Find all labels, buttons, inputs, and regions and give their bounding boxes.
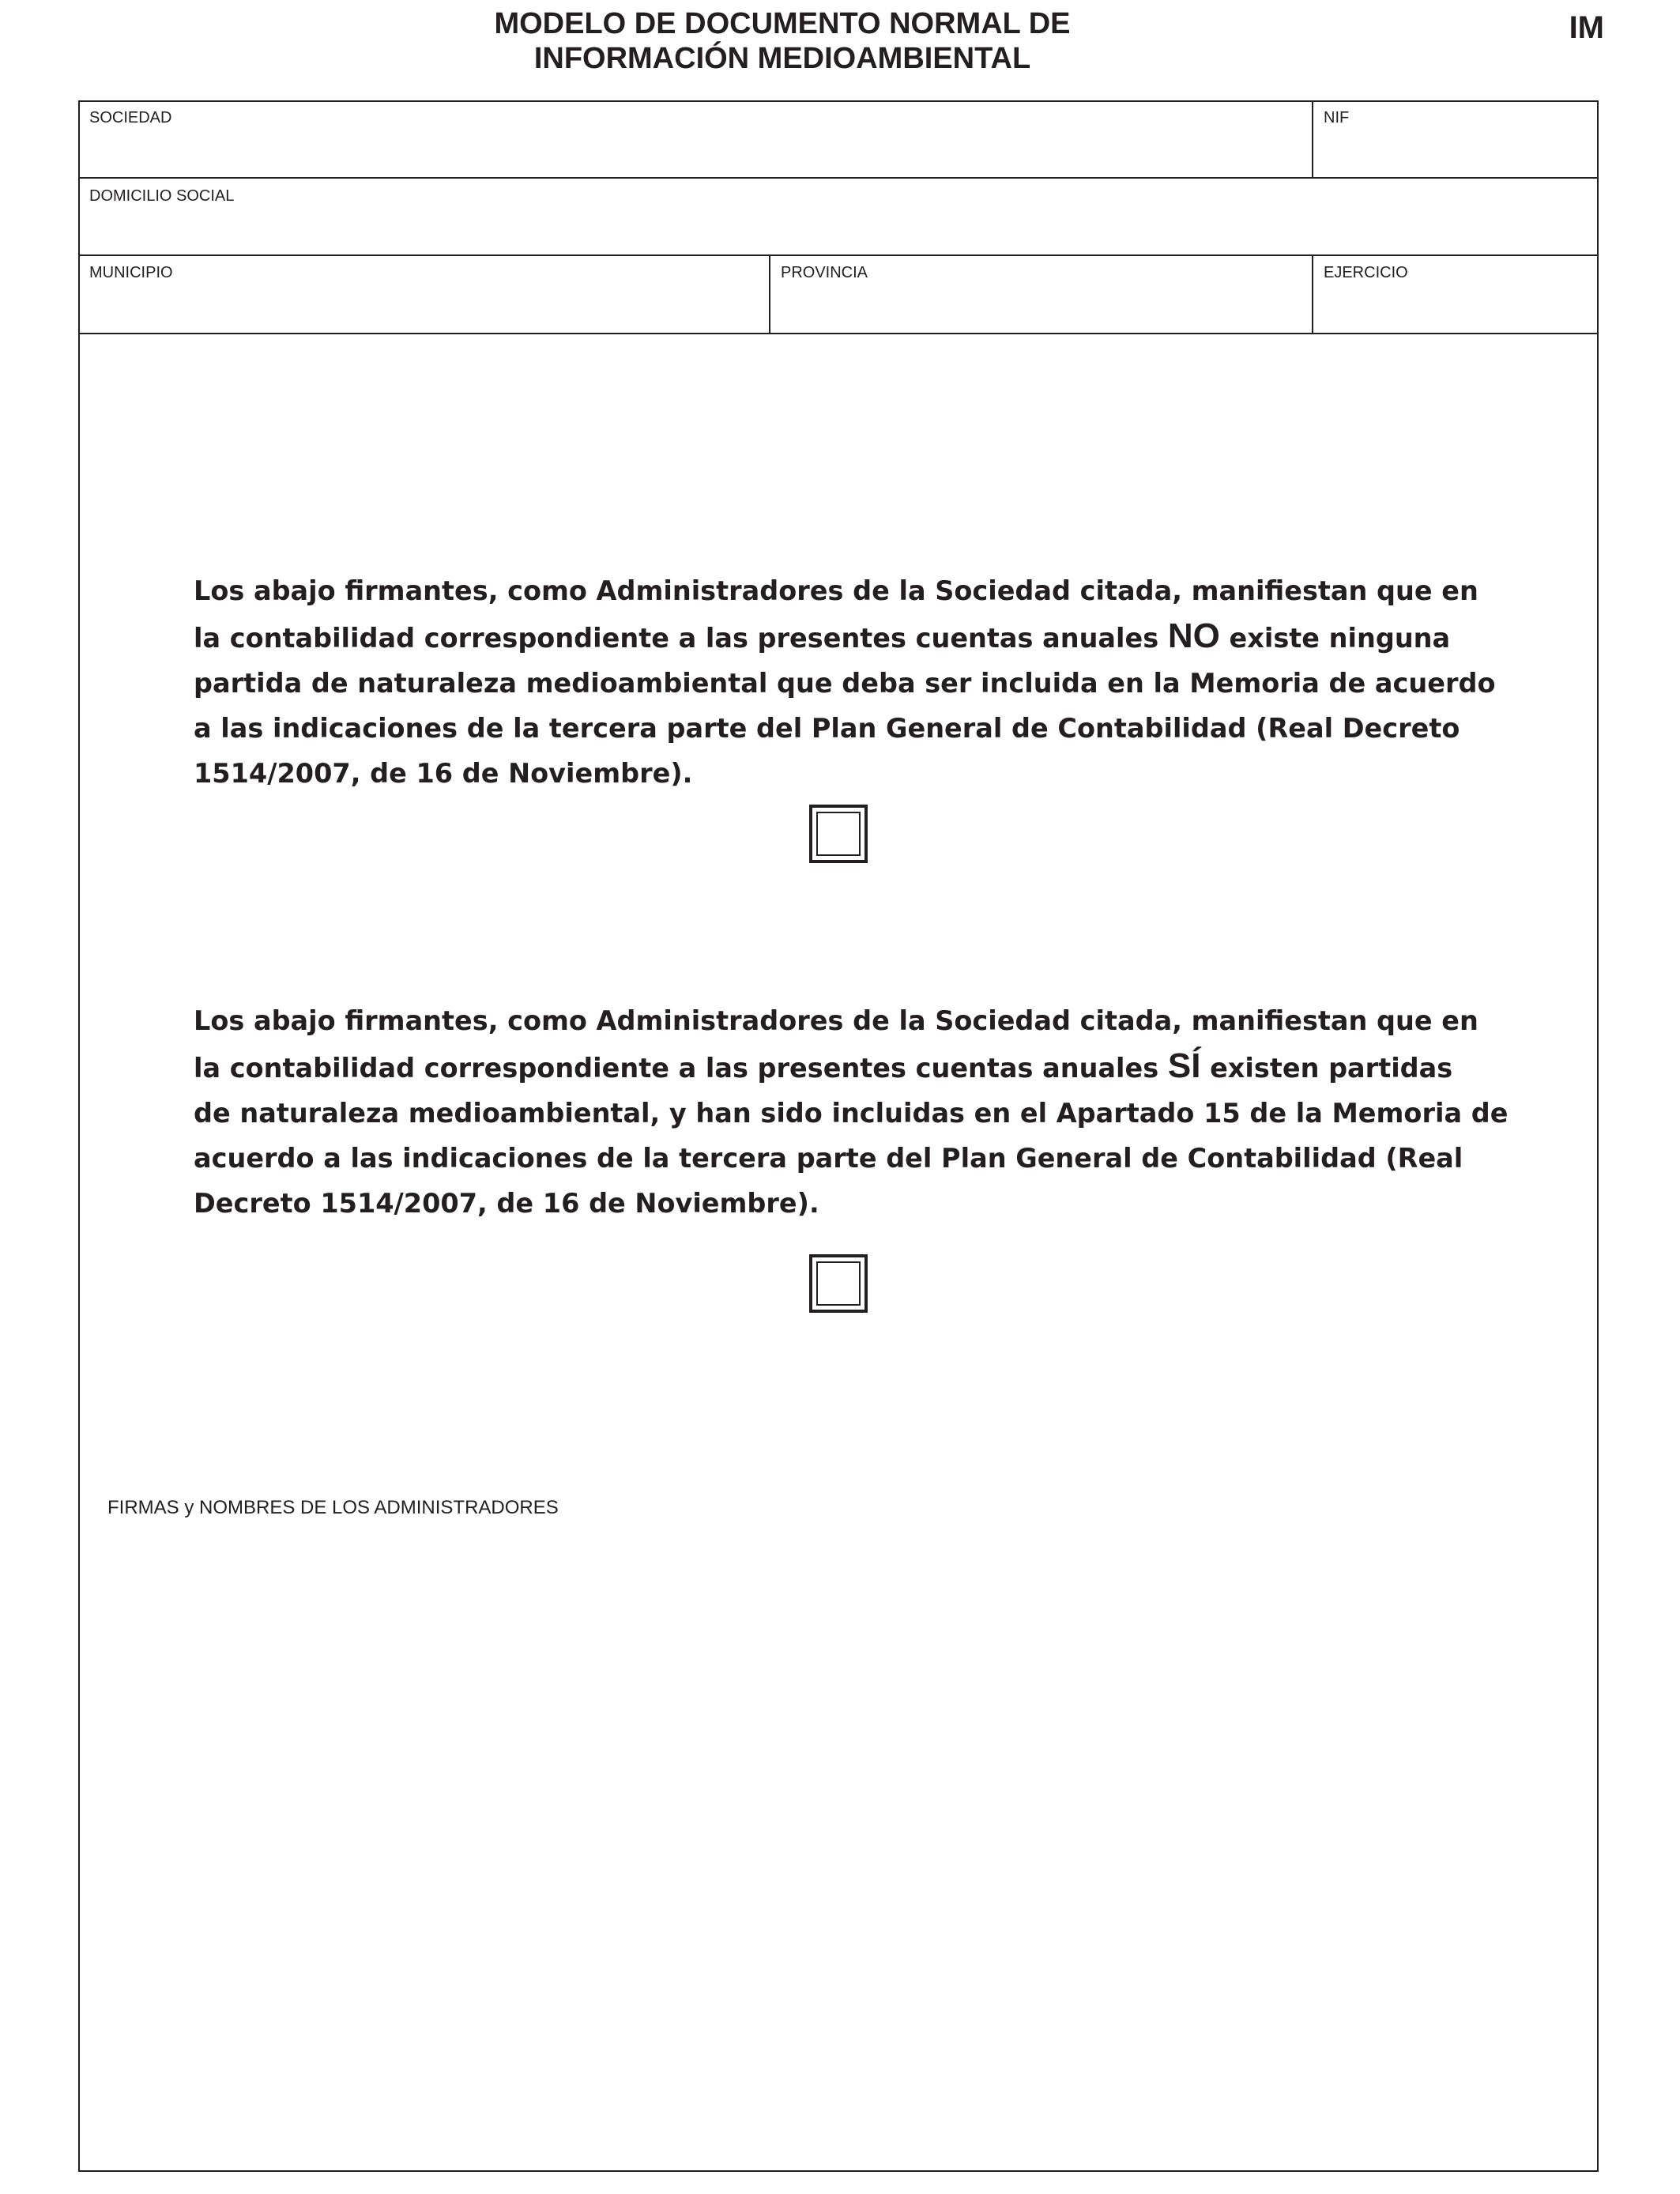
statement-no-partidas [194,568,1537,796]
provincia-label: PROVINCIA [781,264,868,281]
statement-si-partidas [194,998,1537,1226]
municipio-label: MUNICIPIO [89,264,173,281]
statement-no-line-1: Los abajo firmantes, como Administradores de la Sociedad citada, manifiestan que en [194,575,1478,606]
municipio-field[interactable] [80,256,769,333]
nif-field[interactable] [1313,102,1597,177]
statement-si-line-5: Decreto 1514/2007, de 16 de Noviembre). [194,1188,819,1219]
ejercicio-field[interactable] [1313,256,1597,333]
statement-si-line-2 [194,1043,1537,1091]
statement-no-line-5: 1514/2007, de 16 de Noviembre). [194,758,693,789]
signatures-label: FIRMAS y NOMBRES DE LOS ADMINISTRADORES [107,1497,559,1518]
statement-no-line-2 [194,613,1537,661]
si-partidas-checkbox[interactable] [809,1254,868,1313]
statement-no-line-3: partida de naturaleza medioambiental que deba ser incluida en la Memoria de acuerdo [194,668,1496,699]
ejercicio-label: EJERCICIO [1324,264,1408,281]
document-title-line-2: INFORMACIÓN MEDIOAMBIENTAL [533,42,1031,75]
statement-si-line-3: de naturaleza medioambiental, y han sido incluidas en el Apartado 15 de la Memoria de [194,1098,1509,1129]
statement-si-emphasis: SÍ [1167,1046,1201,1085]
provincia-field[interactable] [770,256,1312,333]
statement-no-emphasis: NO [1167,616,1220,655]
form-code: IM [1569,10,1604,45]
row-divider-3 [78,333,1599,334]
domicilio-social-field[interactable] [80,179,1597,254]
nif-label: NIF [1324,109,1350,126]
statement-si-line-2-start: la contabilidad correspondiente a las presentes cuentas anuales [194,1053,1168,1084]
statement-no-line-2-start: la contabilidad correspondiente a las presentes cuentas anuales [194,623,1168,654]
statement-no-line-4: a las indicaciones de la tercera parte del Plan General de Contabilidad (Real Decreto [194,713,1460,744]
statement-no-line-2-end: existe ninguna [1219,623,1451,654]
statement-si-line-2-end: existen partidas [1200,1053,1453,1084]
document-title-line-1: MODELO DE DOCUMENTO NORMAL DE [494,7,1071,40]
domicilio-social-label: DOMICILIO SOCIAL [89,187,235,205]
document-title [316,6,1249,76]
signatures-area[interactable] [81,1525,1595,2166]
sociedad-field[interactable] [80,102,1312,177]
no-partidas-checkbox[interactable] [809,805,868,863]
sociedad-label: SOCIEDAD [89,109,172,126]
statement-si-line-1: Los abajo firmantes, como Administradores de la Sociedad citada, manifiestan que en [194,1005,1478,1036]
statement-si-line-4: acuerdo a las indicaciones de la tercera parte del Plan General de Contabilidad (Real [194,1143,1463,1174]
